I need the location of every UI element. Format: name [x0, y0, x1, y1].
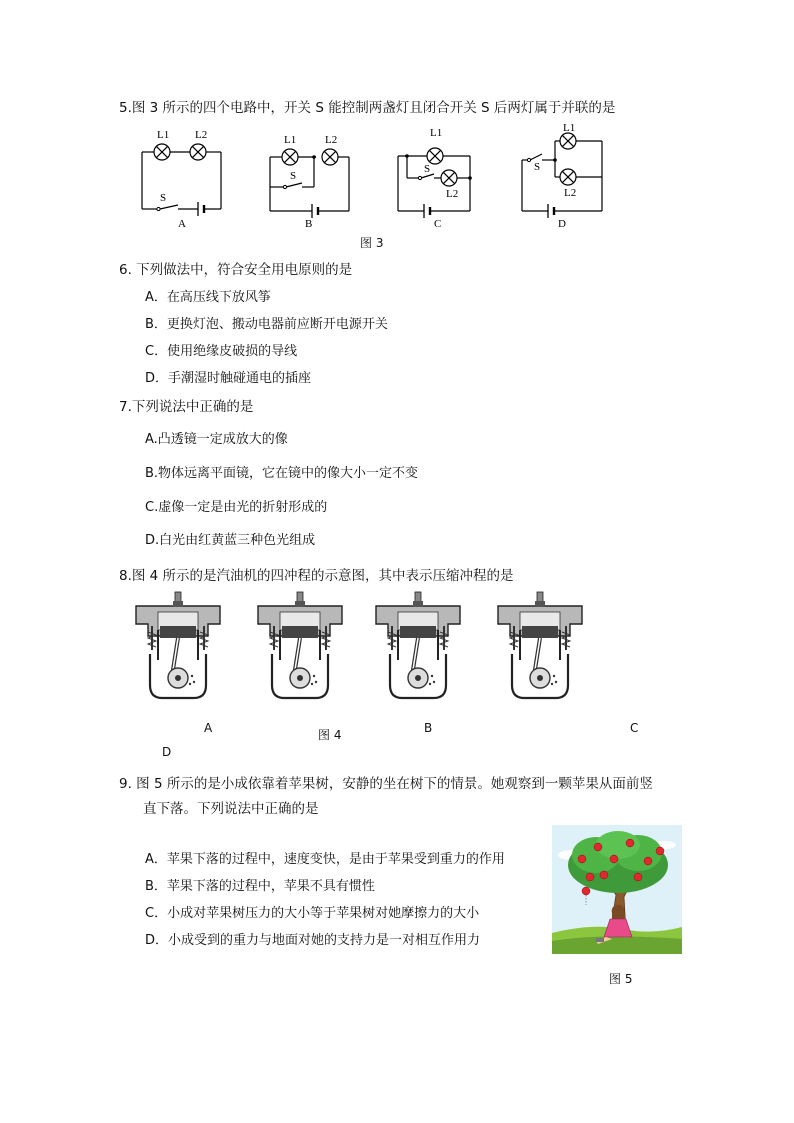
q7-option-c: C.虚像一定是由光的折射形成的	[145, 500, 328, 515]
engine-label-d: D	[162, 745, 172, 759]
figure-5-caption: 图 5	[609, 972, 633, 986]
circuit-b	[258, 126, 358, 230]
svg-text:L1: L1	[284, 134, 297, 146]
q5-stem: 5.图 3 所示的四个电路中，开关 S 能控制两盏灯且闭合开关 S 后两灯属于并联的是	[119, 100, 616, 116]
label-l2: L2	[195, 129, 208, 141]
engine-figure-2	[254, 590, 346, 702]
engine-label-b: B	[424, 721, 433, 735]
circuit-c	[388, 126, 488, 230]
q9-option-a: A．苹果下落的过程中，速度变快，是由于苹果受到重力的作用	[145, 852, 505, 867]
q7-option-b: B.物体远离平面镜，它在镜中的像大小一定不变	[145, 466, 419, 481]
circuit-letter: A	[178, 218, 186, 230]
engine-figure-1	[132, 590, 224, 702]
svg-text:L2: L2	[325, 134, 338, 146]
q9-stem-line2: 直下落。下列说法中正确的是	[143, 801, 319, 817]
q9-option-c: C．小成对苹果树压力的大小等于苹果树对她摩擦力的大小	[145, 906, 480, 921]
svg-text:C: C	[434, 218, 442, 230]
q9-stem-line1: 9. 图 5 所示的是小成依靠着苹果树，安静的坐在树下的情景。她观察到一颗苹果从面前竖	[119, 776, 653, 792]
apple-tree-illustration	[552, 825, 682, 954]
figure-4-caption: 图 4	[318, 728, 342, 742]
svg-text:S: S	[424, 163, 431, 175]
q7-stem: 7.下列说法中正确的是	[119, 399, 254, 415]
svg-text:L2: L2	[564, 187, 577, 199]
svg-text:D: D	[558, 218, 566, 230]
circuit-a	[130, 126, 230, 230]
q9-option-b: B．苹果下落的过程中，苹果不具有惯性	[145, 879, 375, 894]
svg-text:B: B	[305, 218, 313, 230]
svg-text:L1: L1	[563, 122, 576, 134]
svg-text:L1: L1	[430, 127, 443, 139]
engine-figure-4	[494, 590, 586, 702]
q9-option-d: D．小成受到的重力与地面对她的支持力是一对相互作用力	[145, 933, 481, 948]
engine-label-c: C	[630, 721, 639, 735]
svg-text:S: S	[290, 170, 297, 182]
engine-label-a: A	[204, 721, 213, 735]
circuit-d	[512, 118, 612, 230]
q7-option-d: D.白光由红黄蓝三种色光组成	[145, 533, 316, 548]
q7-option-a: A.凸透镜一定成放大的像	[145, 432, 288, 447]
figure-3-caption: 图 3	[360, 236, 384, 250]
svg-text:L2: L2	[446, 188, 459, 200]
q6-option-a: A．在高压线下放风筝	[145, 290, 271, 305]
q8-stem: 8.图 4 所示的是汽油机的四冲程的示意图，其中表示压缩冲程的是	[119, 568, 514, 584]
q6-option-d: D．手潮湿时触碰通电的插座	[145, 371, 312, 386]
q6-option-b: B．更换灯泡、搬动电器前应断开电源开关	[145, 317, 388, 332]
q6-stem: 6. 下列做法中，符合安全用电原则的是	[119, 262, 353, 278]
label-s: S	[160, 192, 167, 204]
engine-figure-3	[372, 590, 464, 702]
label-l1: L1	[157, 129, 170, 141]
svg-text:S: S	[534, 161, 541, 173]
q6-option-c: C．使用绝缘皮破损的导线	[145, 344, 298, 359]
